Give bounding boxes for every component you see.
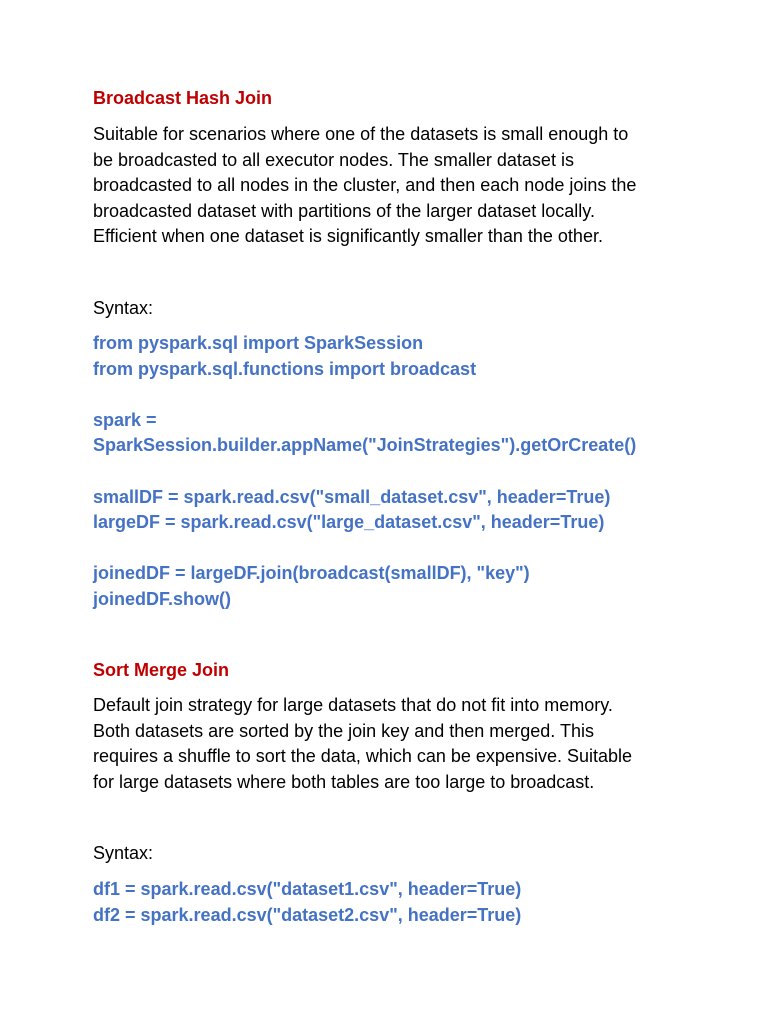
section-description	[93, 693, 693, 795]
syntax-label: Syntax:	[93, 298, 154, 318]
code-line: largeDF = spark.read.csv("large_dataset.csv", header=True)	[93, 512, 605, 533]
code-line	[93, 536, 693, 562]
code-block	[93, 331, 693, 613]
description-line: Default join strategy for large datasets that do not fit into memory.	[93, 695, 613, 715]
description-line: broadcasted dataset with partitions of the larger dataset locally.	[93, 200, 595, 221]
code-line: smallDF = spark.read.csv("small_dataset.csv", header=True)	[93, 486, 611, 507]
syntax-label: Syntax:	[93, 843, 154, 863]
code-line: joinedDF = largeDF.join(broadcast(smallDF), "key")	[93, 563, 530, 584]
description-line: Both datasets are sorted by the join key and then merged. This	[93, 720, 594, 741]
code-line: df2 = spark.read.csv("dataset2.csv", header=True)	[93, 904, 522, 925]
description-line: for large datasets where both tables are too large to broadcast.	[93, 771, 595, 792]
code-line: SparkSession.builder.appName("JoinStrategies").getOrCreate()	[93, 435, 637, 456]
description-line: requires a shuffle to sort the data, which can be expensive. Suitable	[93, 746, 632, 767]
section-description	[93, 122, 693, 250]
code-block	[93, 877, 693, 928]
description-line: broadcasted to all nodes in the cluster, and then each node joins the	[93, 175, 637, 196]
code-line: from pyspark.sql.functions import broadcast	[93, 358, 477, 379]
section-heading-broadcast-hash-join: Broadcast Hash Join	[93, 88, 273, 108]
description-line: Suitable for scenarios where one of the datasets is small enough to	[93, 124, 629, 144]
code-line: df1 = spark.read.csv("dataset1.csv", header=True)	[93, 879, 522, 899]
description-line: be broadcasted to all executor nodes. The smaller dataset is	[93, 149, 574, 170]
code-line: spark =	[93, 409, 157, 430]
code-line	[93, 459, 693, 485]
code-line: from pyspark.sql import SparkSession	[93, 333, 424, 353]
description-line: Efficient when one dataset is significantly smaller than the other.	[93, 226, 603, 247]
section-heading-sort-merge-join: Sort Merge Join	[93, 660, 230, 680]
code-line: joinedDF.show()	[93, 588, 231, 609]
code-line	[93, 382, 693, 408]
